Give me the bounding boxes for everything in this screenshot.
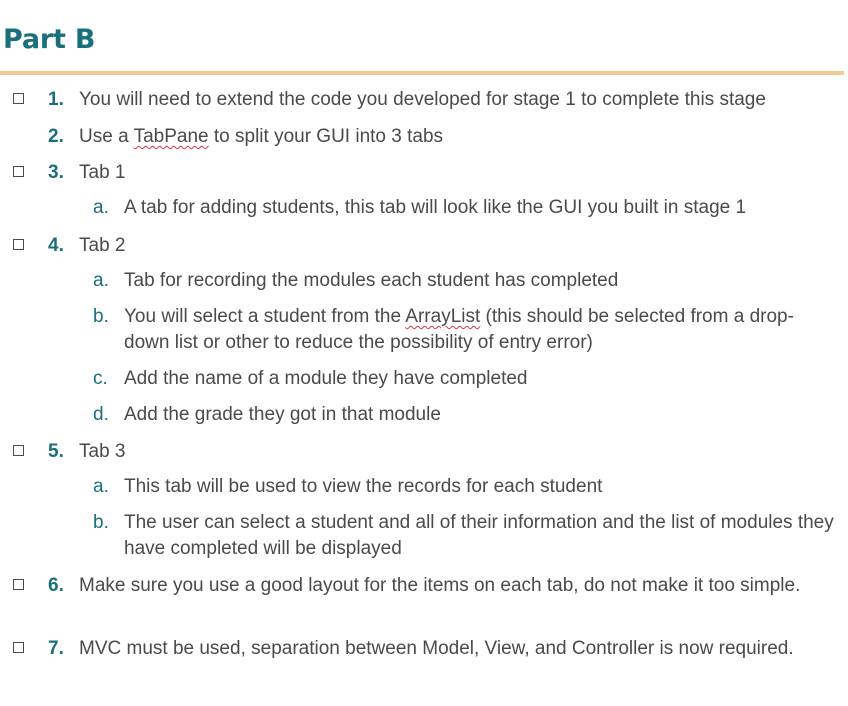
item-text: Make sure you use a good layout for the items on each tab, do not make it too simple. — [79, 575, 801, 596]
sub-item-letter: a. — [93, 476, 109, 497]
item-text: Tab 2 — [79, 235, 126, 256]
text-segment: Use a — [79, 126, 134, 147]
heading-divider — [0, 71, 844, 75]
item-text: MVC must be used, separation between Model, View, and Controller is now required. — [79, 638, 794, 659]
checkbox-4[interactable] — [13, 239, 24, 250]
item-number: 7. — [48, 638, 64, 659]
sub-item-text: This tab will be used to view the records for each student — [124, 476, 603, 497]
item-number: 2. — [48, 126, 64, 147]
sub-item-text: Add the grade they got in that module — [124, 404, 441, 425]
item-number: 6. — [48, 575, 64, 596]
spellcheck-word: ArrayList — [405, 306, 481, 327]
sub-item-text: A tab for adding students, this tab will look like the GUI you built in stage 1 — [124, 197, 747, 218]
text-segment: You will select a student from the — [124, 306, 406, 327]
item-number: 4. — [48, 235, 64, 256]
page-heading: Part B — [3, 24, 96, 55]
item-text: Tab 3 — [79, 441, 126, 462]
item-text: You will need to extend the code you developed for stage 1 to complete this stage — [79, 89, 766, 110]
item-number: 1. — [48, 89, 64, 110]
checkbox-7[interactable] — [13, 642, 24, 653]
sub-item-letter: a. — [93, 270, 109, 291]
sub-item-text — [124, 304, 836, 356]
checkbox-6[interactable] — [13, 579, 24, 590]
item-number: 5. — [48, 441, 64, 462]
checkbox-3[interactable] — [13, 166, 24, 177]
item-number: 3. — [48, 162, 64, 183]
spellcheck-word: TabPane — [133, 126, 209, 147]
sub-item-letter: b. — [93, 512, 109, 533]
sub-item-text: Tab for recording the modules each student has completed — [124, 270, 619, 291]
checkbox-1[interactable] — [13, 93, 24, 104]
sub-item-letter: a. — [93, 197, 109, 218]
item-text — [79, 123, 829, 150]
checkbox-5[interactable] — [13, 445, 24, 456]
sub-item-letter: b. — [93, 306, 109, 327]
sub-item-letter: d. — [93, 404, 109, 425]
text-segment: (this should be selected from a drop-down list or other to reduce the possibility of entry error) — [124, 306, 794, 353]
sub-item-text: The user can select a student and all of their information and the list of modules they have completed will be displayed — [124, 512, 834, 559]
item-text: Tab 1 — [79, 162, 126, 183]
sub-item-letter: c. — [93, 368, 108, 389]
sub-item-text: Add the name of a module they have completed — [124, 368, 528, 389]
text-segment: to split your GUI into 3 tabs — [208, 126, 444, 147]
